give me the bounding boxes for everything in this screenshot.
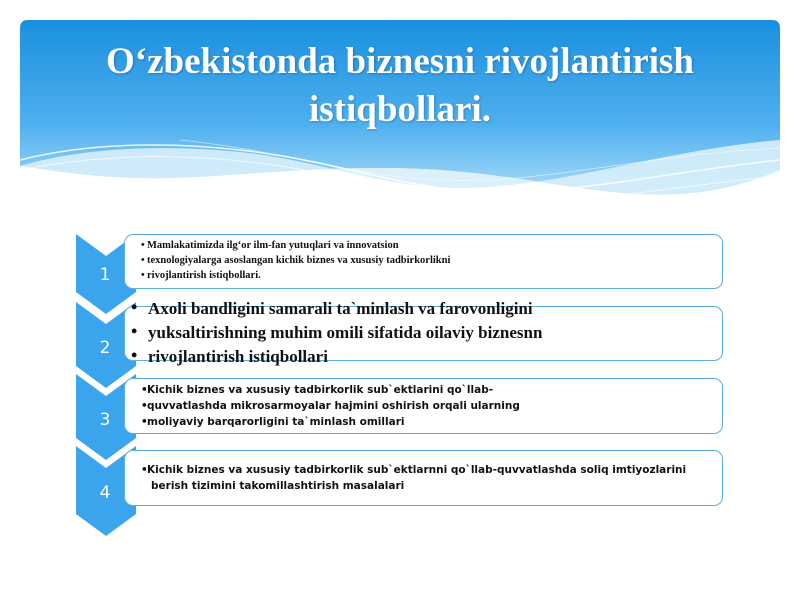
bullet-text: • Kichik biznes va xususiy tadbirkorlik sub`ektlarnni qo`llab-quvvatlashda soliq imtiyozlarini — [141, 462, 686, 478]
bullet-text: • rivojlantirish istiqbollari. — [141, 268, 450, 283]
bullet-text: • Mamlakatimizda ilg‘or ilm-fan yutuqlari va innovatsion — [141, 238, 450, 253]
item-number-2: 2 — [99, 338, 111, 358]
bullet-text-continued: berish tizimini takomillashtirish masalalari — [151, 480, 405, 492]
bullet-text: • Kichik biznes va xususiy tadbirkorlik sub`ektlarini qo`llab- — [141, 382, 520, 398]
bullet-text: • moliyaviy barqarorligini ta`minlash omillari — [141, 414, 520, 430]
item-number-4: 4 — [99, 483, 111, 503]
bullet-text: • texnologiyalarga asoslangan kichik biznes va xususiy tadbirkorlikni — [141, 253, 450, 268]
item-box-1 — [124, 234, 723, 289]
item-bullets-2 — [127, 297, 542, 369]
item-box-3 — [124, 378, 723, 434]
bullet-text: • yuksaltirishning muhim omili sifatida oilaviy biznesnn — [127, 321, 542, 345]
item-bullets-1 — [141, 238, 450, 283]
bullet-text: • Axoli bandligini samarali ta`minlash va farovonligini — [127, 297, 542, 321]
slide-title: O‘zbekistonda biznesni rivojlantirish istiqbollari. — [106, 41, 694, 130]
item-bullets-3 — [141, 382, 520, 430]
item-number-1: 1 — [99, 265, 111, 285]
bullet-text: • quvvatlashda mikrosarmoyalar hajmini oshirish orqali ularning — [141, 398, 520, 414]
item-box-4 — [124, 450, 723, 506]
item-bullets-4 — [141, 462, 686, 494]
item-box-2 — [124, 299, 723, 366]
bullet-text: • rivojlantirish istiqbollari — [127, 345, 542, 369]
item-number-3: 3 — [99, 410, 111, 430]
